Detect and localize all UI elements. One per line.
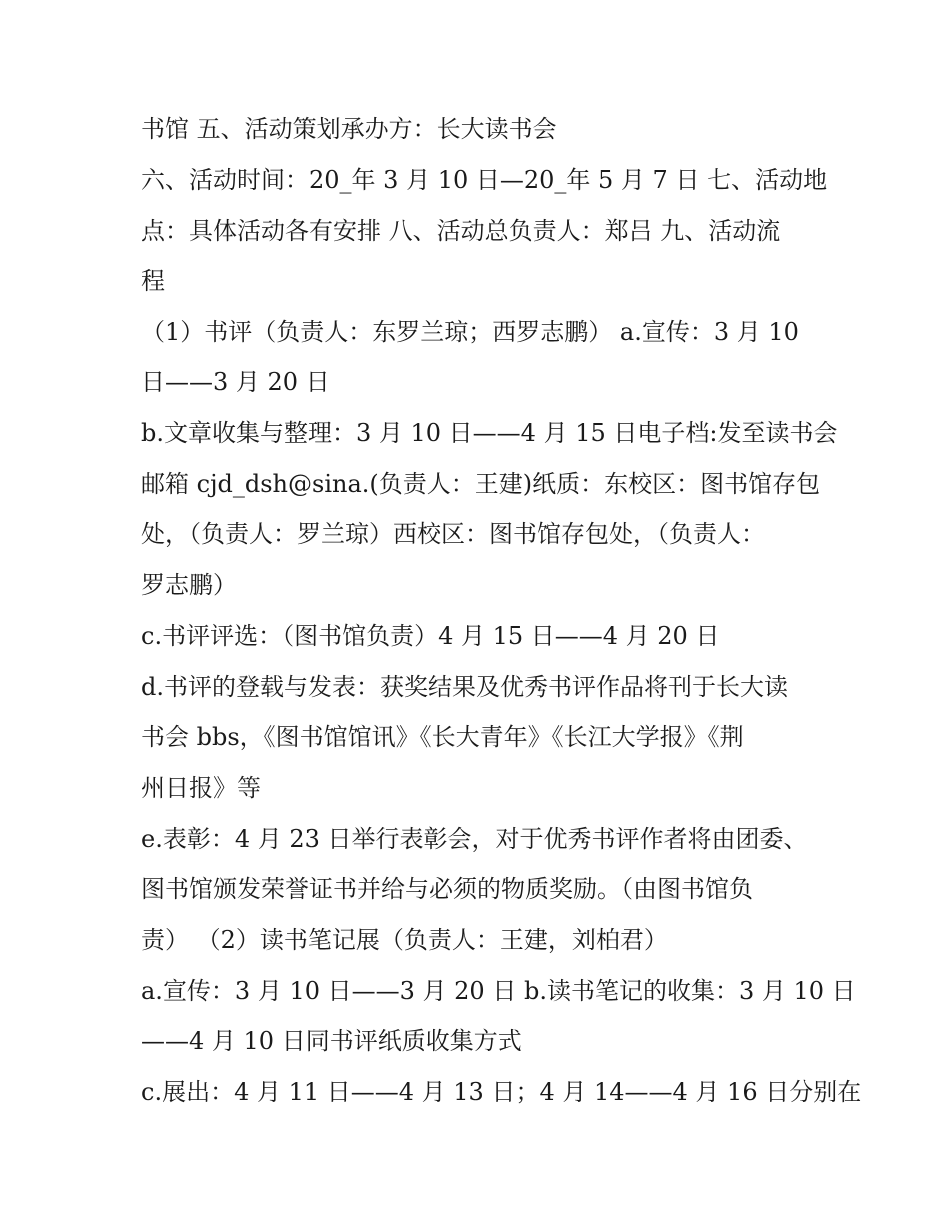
text-line: 州日报》等 xyxy=(141,774,261,802)
text-line: 程 xyxy=(141,267,165,295)
text-line: 邮箱 cjd_dsh@sina.(负责人：王建)纸质：东校区：图书馆存包 xyxy=(141,470,821,498)
text-line: （1）书评（负责人：东罗兰琼；西罗志鹏） a.宣传：3 月 10 xyxy=(141,318,799,346)
text-line: 处，（负责人：罗兰琼）西校区：图书馆存包处，（负责人： xyxy=(141,520,765,548)
text-line: b.文章收集与整理：3 月 10 日——4 月 15 日电子档:发至读书会 xyxy=(141,419,838,447)
text-line: c.展出：4 月 11 日——4 月 13 日；4 月 14——4 月 16 日分别在 xyxy=(141,1078,862,1106)
text-line: 日——3 月 20 日 xyxy=(141,368,330,396)
text-line: d.书评的登载与发表：获奖结果及优秀书评作品将刊于长大读 xyxy=(141,673,788,701)
text-line: 六、活动时间：20_年 3 月 10 日—20_年 5 月 7 日 七、活动地 xyxy=(141,166,828,194)
text-line: 点：具体活动各有安排 八、活动总负责人：郑吕 九、活动流 xyxy=(141,217,781,245)
text-line: 书会 bbs，《图书馆馆讯》《长大青年》《长江大学报》《荆 xyxy=(141,723,744,751)
text-line: 罗志鹏） xyxy=(141,571,237,599)
text-line: ——4 月 10 日同书评纸质收集方式 xyxy=(141,1027,522,1055)
text-line: c.书评评选：（图书馆负责）4 月 15 日——4 月 20 日 xyxy=(141,622,720,650)
text-line: 图书馆颁发荣誉证书并给与必须的物质奖励。（由图书馆负 xyxy=(141,875,753,903)
text-line: a.宣传：3 月 10 日——3 月 20 日 b.读书笔记的收集：3 月 10 日 xyxy=(141,977,856,1005)
text-line: e.表彰：4 月 23 日举行表彰会，对于优秀书评作者将由团委、 xyxy=(141,825,808,853)
text-line: 责） （2）读书笔记展（负责人：王建，刘柏君） xyxy=(141,926,668,954)
text-line: 书馆 五、活动策划承办方：长大读书会 xyxy=(141,115,557,143)
